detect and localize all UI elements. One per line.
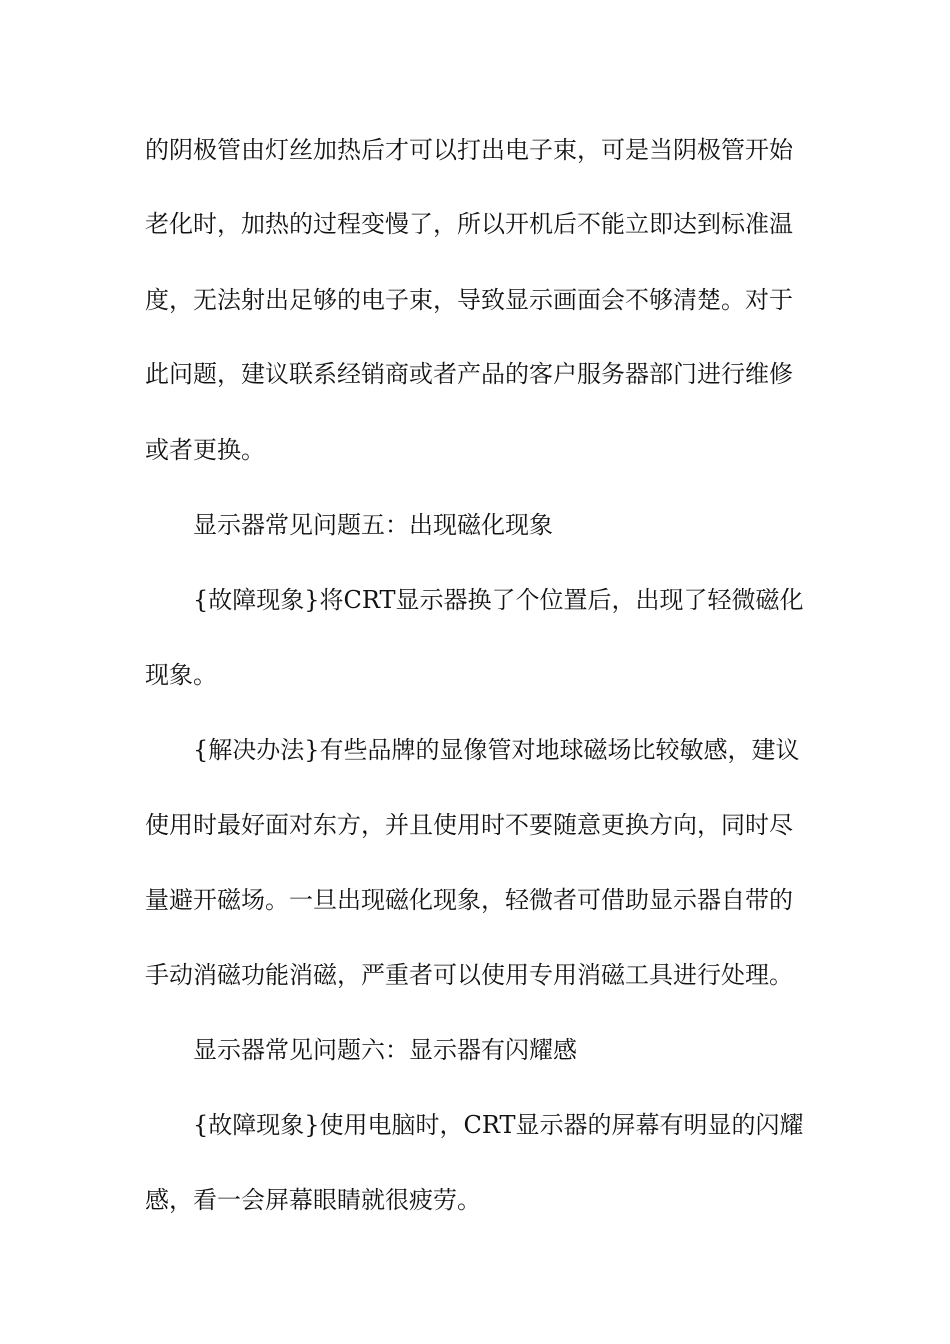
text-line	[0, 1105, 950, 1145]
line-text: 使用时最好面对东方，并且使用时不要随意更换方向，同时尽	[145, 811, 793, 839]
text-line	[0, 730, 950, 770]
text-line	[0, 955, 950, 995]
text-line	[0, 880, 950, 920]
text-line	[0, 204, 950, 244]
line-text: 度，无法射出足够的电子束，导致显示画面会不够清楚。对于	[145, 286, 793, 314]
line-text: {故障现象}使用电脑时，CRT显示器的屏幕有明显的闪耀	[193, 1111, 804, 1139]
line-text: 此问题，建议联系经销商或者产品的客户服务器部门进行维修	[145, 360, 793, 388]
line-text: 手动消磁功能消磁，严重者可以使用专用消磁工具进行处理。	[145, 961, 793, 989]
line-text: 的阴极管由灯丝加热后才可以打出电子束，可是当阴极管开始	[145, 136, 793, 164]
section-heading	[0, 1030, 950, 1070]
text-line	[0, 280, 950, 320]
line-text: 老化时，加热的过程变慢了，所以开机后不能立即达到标准温	[145, 210, 793, 238]
text-line	[0, 130, 950, 170]
text-line	[0, 430, 950, 470]
text-line	[0, 655, 950, 695]
text-line	[0, 580, 950, 620]
line-text: 现象。	[145, 661, 217, 689]
line-text: 量避开磁场。一旦出现磁化现象，轻微者可借助显示器自带的	[145, 886, 793, 914]
line-text: {解决办法}有些品牌的显像管对地球磁场比较敏感，建议	[193, 736, 800, 764]
text-line	[0, 805, 950, 845]
text-line	[0, 354, 950, 394]
line-text: 或者更换。	[145, 436, 265, 464]
section-heading	[0, 505, 950, 545]
line-text: 感，看一会屏幕眼睛就很疲劳。	[145, 1186, 481, 1214]
heading-text: 显示器常见问题五：出现磁化现象	[193, 511, 553, 539]
line-text: {故障现象}将CRT显示器换了个位置后，出现了轻微磁化	[193, 586, 804, 614]
text-line	[0, 1180, 950, 1220]
heading-text: 显示器常见问题六：显示器有闪耀感	[193, 1036, 577, 1064]
